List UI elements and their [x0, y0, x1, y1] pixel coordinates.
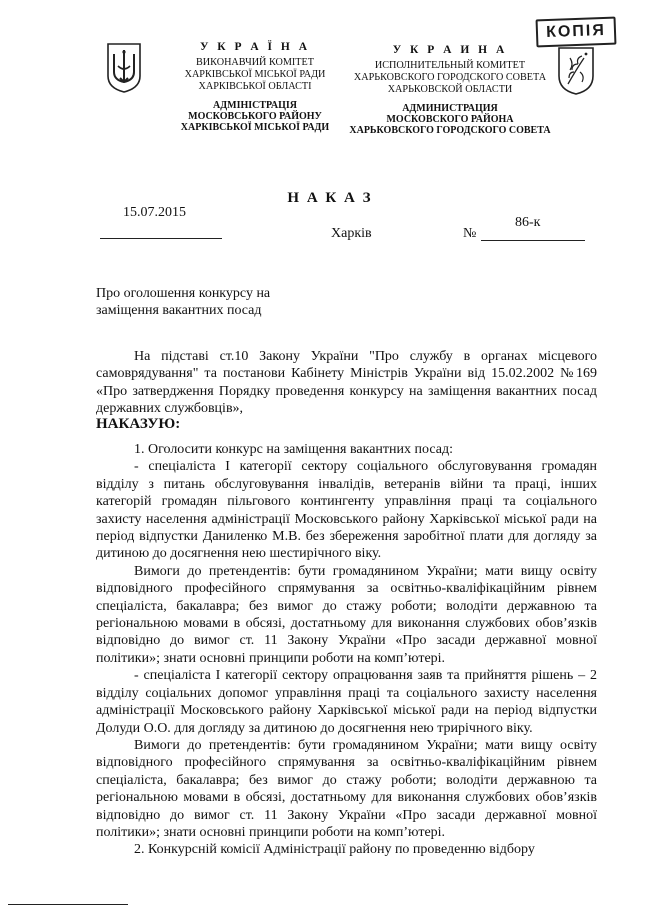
country-ua: У К Р А Ї Н А: [199, 41, 311, 53]
document-number: 86-к: [515, 215, 541, 230]
document-city: Харків: [331, 226, 372, 241]
header-right-line3: ХАРЬКОВСКОЙ ОБЛАСТИ: [387, 84, 513, 95]
preamble-text: На підставі ст.10 Закону України "Про службу в органах місцевого самоврядування" та постанови Кабінету Міністрів України від 15.02.2002 №169 «Про затвердження Порядку проведення конкурсу на заміщення вакантних посад державних службовців»,: [96, 349, 597, 417]
header-left-line3: ХАРКІВСЬКОЇ ОБЛАСТІ: [198, 81, 312, 92]
subject-line-1: Про оголошення конкурсу на: [96, 286, 271, 301]
trident-emblem-icon: [104, 42, 144, 94]
document-type-title: Н А К А З: [287, 190, 373, 206]
number-underline: [481, 240, 585, 241]
document-number-label: №: [463, 226, 477, 241]
paragraph: 1. Оголосити конкурс на заміщення вакантних посад:: [134, 442, 453, 457]
header-right-line1: ИСПОЛНИТЕЛЬНЫЙ КОМИТЕТ: [374, 60, 526, 71]
country-ru: У К Р А И Н А: [392, 44, 508, 56]
date-underline: [100, 238, 222, 239]
header-right-line2: ХАРЬКОВСКОГО ГОРОДСКОГО СОВЕТА: [353, 72, 547, 83]
header-right-admin1: АДМИНИСТРАЦИЯ: [402, 103, 498, 114]
preamble: [96, 348, 597, 418]
order-body: [96, 441, 597, 859]
header-right: [345, 44, 555, 136]
paragraph: 2. Конкурсній комісії Адміністрації району по проведенню відбору: [134, 842, 535, 858]
subject-line-2: заміщення вакантних посад: [96, 303, 262, 318]
order-heading: НАКАЗУЮ:: [96, 416, 181, 432]
header-left-admin1: АДМІНІСТРАЦІЯ: [213, 100, 297, 111]
document-date: 15.07.2015: [123, 205, 186, 220]
copy-stamp: КОПІЯ: [536, 17, 617, 48]
footer-rule: [8, 904, 128, 905]
header-left-line2: ХАРКІВСЬКОЇ МІСЬКОЇ РАДИ: [184, 69, 326, 80]
paragraph: Вимоги до претендентів: бути громадянином України; мати вищу освіту відповідного професійного спрямування за освітньо-кваліфікаційним рівнем спеціаліста, бакалавра; без вимог до стажу роботи; володіти державною та регіональною мовами в обсязі, достатньому для виконання службових обов’язків відповідно до вимог ст. 11 Закону України «Про засади державної мовної політики»; знати основні принципи роботи на комп’ютері.: [96, 563, 597, 666]
paragraph: - спеціаліста І категорії сектору соціального обслуговування громадян відділу з питань обслуговування інвалідів, ветеранів війни та праці, інших категорій громадян пільгового контингенту управління праці та соціального захисту населення адміністрації Московського району Харківської міської ради на період відпустки Даниленко М.В. без збереження заробітної плати для догляду за дитиною до досягнення нею шестирічного віку.: [96, 459, 597, 562]
document-subject: [96, 285, 270, 319]
header-left-admin2: МОСКОВСЬКОГО РАЙОНУ: [188, 111, 322, 122]
paragraph: - спеціаліста І категорії сектору опрацювання заяв та прийняття рішень – 2 відділу соціальних допомог управління праці та соціального захисту населення адміністрації Московського району Харківської міської ради на період відпустки Долуди О.О. для догляду за дитиною до досягнення нею трирічного віку.: [96, 668, 597, 736]
header-right-admin2: МОСКОВСКОГО РАЙОНА: [386, 114, 514, 125]
header-left-line1: ВИКОНАВЧИЙ КОМІТЕТ: [196, 57, 314, 68]
header-right-admin3: ХАРЬКОВСКОГО ГОРОДСКОГО СОВЕТА: [349, 125, 551, 136]
header-left-admin3: ХАРКІВСЬКОЇ МІСЬКОЇ РАДИ: [180, 122, 330, 133]
paragraph: Вимоги до претендентів: бути громадянином України; мати вищу освіту відповідного професійного спрямування за освітньо-кваліфікаційним рівнем спеціаліста, бакалавра; без вимог до стажу роботи; володіти державною та регіональною мовами в обсязі, достатньому для виконання службових обов’язків відповідно до вимог ст. 11 Закону України «Про засади державної мовної політики»; знати основні принципи роботи на комп’ютері.: [96, 737, 597, 840]
header-left: [160, 41, 350, 133]
kharkiv-coat-of-arms-icon: [556, 46, 596, 96]
